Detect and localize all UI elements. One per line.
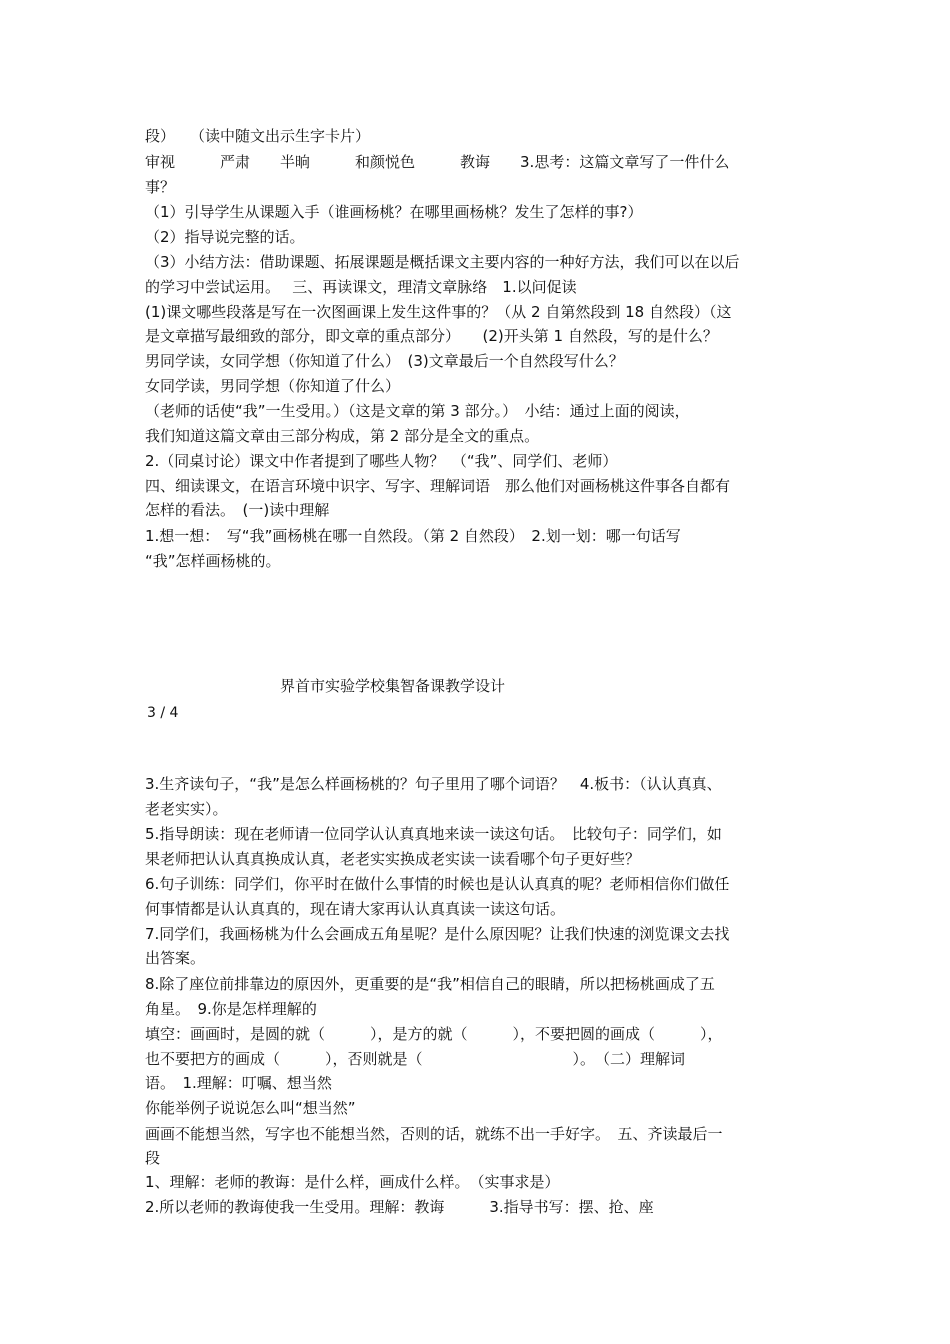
text-line: （3）小结方法：借助课题、拓展课题是概括课文主要内容的一种好方法，我们可以在以后 <box>145 253 740 271</box>
text-line: 7.同学们，我画杨桃为什么会画成五角星呢？是什么原因呢？让我们快速的浏览课文去找 <box>145 925 730 943</box>
text-line: 角星。 9.你是怎样理解的 <box>145 1000 317 1018</box>
text-line: （老师的话使“我”一生受用。）（这是文章的第 3 部分。） 小结：通过上面的阅读， <box>145 402 690 420</box>
text-line: 3.生齐读句子，“我”是怎么样画杨桃的？句子里用了哪个词语？ 4.板书：（认认真真、 <box>145 775 722 793</box>
text-line: 审视 严肃 半晌 和颜悦色 教诲 3.思考：这篇文章写了一件什么 <box>145 153 730 171</box>
text-line: 四、细读课文，在语言环境中识字、写字、理解词语 那么他们对画杨桃这件事各自都有 <box>145 477 731 495</box>
text-line: （2）指导说完整的话。 <box>145 228 305 246</box>
text-line: 5.指导朗读：现在老师请一位同学认认真真地来读一读这句话。 比较句子：同学们，如 <box>145 825 722 843</box>
text-line: 我们知道这篇文章由三部分构成，第 2 部分是全文的重点。 <box>145 427 540 445</box>
text-line: 画画不能想当然，写字也不能想当然，否则的话，就练不出一手好字。 五、齐读最后一 <box>145 1125 723 1143</box>
text-line: 2.所以老师的教诲使我一生受用。理解：教诲 3.指导书写：摆、抢、座 <box>145 1198 654 1216</box>
text-line: 1、理解：老师的教诲：是什么样，画成什么样。 （实事求是） <box>145 1173 560 1191</box>
text-line: 是文章描写最细致的部分，即文章的重点部分） (2)开头第 1 自然段，写的是什么？ <box>145 327 718 345</box>
text-line: “我”怎样画杨桃的。 <box>145 552 281 570</box>
text-line: 段 <box>145 1149 161 1167</box>
text-line: 1.想一想： 写“我”画杨桃在哪一自然段。（第 2 自然段） 2.划一划：哪一句话写 <box>145 527 681 545</box>
text-line: 何事情都是认认真真的，现在请大家再认认真真读一读这句话。 <box>145 900 566 918</box>
text-line: （1）引导学生从课题入手（谁画杨桃？在哪里画杨桃？发生了怎样的事?） <box>145 203 643 221</box>
text-line: 8.除了座位前排靠边的原因外，更重要的是“我”相信自己的眼睛，所以把杨桃画成了五 <box>145 975 715 993</box>
text-line: 填空：画画时，是圆的就（ ），是方的就（ ），不要把圆的画成（ ）， <box>145 1025 723 1043</box>
text-line: 老老实实）。 <box>145 800 228 818</box>
text-line: 6.句子训练：同学们，你平时在做什么事情的时候也是认认真真的呢？老师相信你们做任 <box>145 875 730 893</box>
text-line: 2.（同桌讨论）课文中作者提到了哪些人物？ （“我”、同学们、老师） <box>145 452 618 470</box>
text-line: 段） （读中随文出示生字卡片） <box>145 127 371 145</box>
text-line: 你能举例子说说怎么叫“想当然” <box>145 1099 356 1117</box>
text-line: 男同学读，女同学想（你知道了什么） (3)文章最后一个自然段写什么？ <box>145 352 624 370</box>
text-line: 怎样的看法。 (一)读中理解 <box>145 501 330 519</box>
school-footer-title: 界首市实验学校集智备课教学设计 <box>280 677 506 695</box>
text-line: 也不要把方的画成（ ），否则就是（ ）。 （二）理解词 <box>145 1050 686 1068</box>
text-line: 果老师把认认真真换成认真，老老实实换成老实读一读看哪个句子更好些？ <box>145 850 641 868</box>
text-line: 女同学读，男同学想（你知道了什么） <box>145 377 401 395</box>
text-line: 事？ <box>145 178 176 196</box>
text-line: 语。 1.理解：叮嘱、想当然 <box>145 1074 332 1092</box>
text-line: 的学习中尝试运用。 三、再读课文，理清文章脉络 1.以问促读 <box>145 278 577 296</box>
text-line: (1)课文哪些段落是写在一次图画课上发生这件事的？（从 2 自第然段到 18 自然段）（这 <box>145 303 732 321</box>
text-line: 出答案。 <box>145 949 206 967</box>
page-number: 3 / 4 <box>147 705 179 721</box>
